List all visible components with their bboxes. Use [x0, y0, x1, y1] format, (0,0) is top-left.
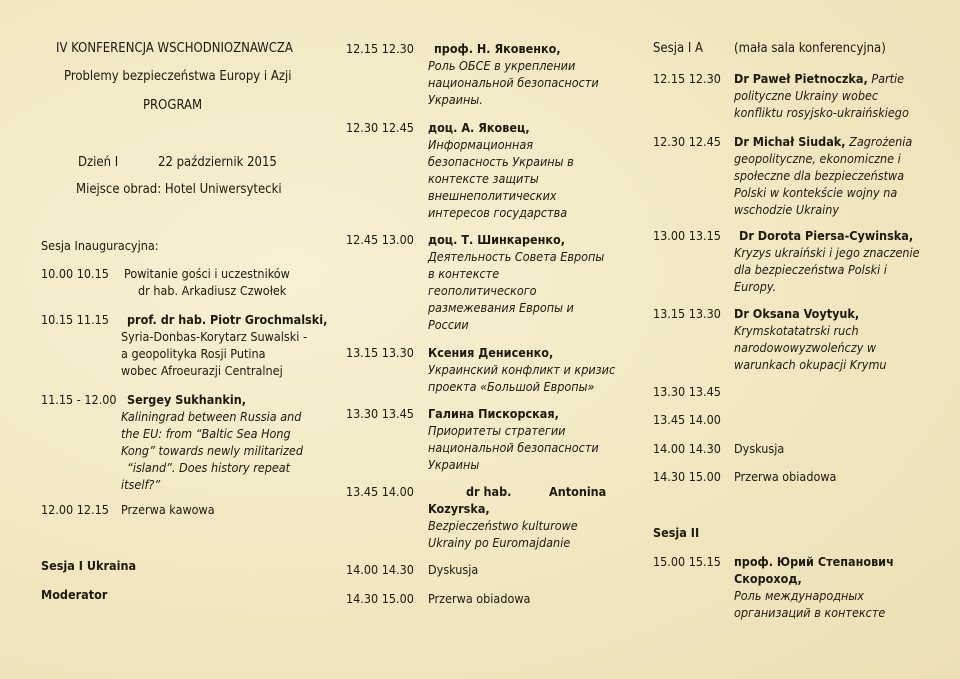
- item-time: 12.45 13.00: [346, 232, 414, 247]
- item-line: “island”. Does history repeat: [127, 460, 291, 475]
- item-time: 14.00 14.30: [346, 562, 414, 577]
- item-line: wschodzie Ukrainy: [734, 202, 840, 217]
- item-line: Bezpieczeństwo kulturowe: [428, 518, 578, 533]
- venue: Hotel Uniwersytecki: [164, 182, 282, 197]
- item-line: Ukrainy po Euromajdanie: [428, 535, 571, 550]
- item-speaker: prof. dr hab. Piotr Grochmalski,: [127, 312, 328, 327]
- item-line: wobec Afroeurazji Centralnej: [121, 363, 283, 378]
- program-item: [428, 231, 604, 333]
- item-line: национальной безопасности: [428, 440, 599, 455]
- item-line: в контексте: [428, 266, 500, 281]
- item-line: dla bezpieczeństwa Polski i: [734, 262, 887, 277]
- item-line: Украинский конфликт и кризис: [428, 362, 616, 377]
- session-heading: Sesja I A: [653, 41, 704, 56]
- item-speaker: Kozyrska,: [428, 501, 490, 516]
- item-line: Przerwa obiadowa: [734, 469, 837, 484]
- program-item: [734, 70, 909, 121]
- item-line: безопасность Украины в: [428, 154, 574, 169]
- item-line: Przerwa obiadowa: [428, 591, 531, 606]
- item-line: Украины: [428, 457, 480, 472]
- program-item: [428, 405, 599, 473]
- item-line: Информационная: [428, 137, 533, 152]
- session-room: (mała sala konferencyjna): [734, 41, 886, 56]
- item-time: 14.30 15.00: [346, 591, 414, 606]
- item-speaker: Antonina: [549, 484, 607, 499]
- venue-label: Miejsce obrad:: [76, 182, 162, 197]
- item-line: Krymskotatatrski ruch: [734, 323, 859, 338]
- item-speaker: Dr Michał Siudak,: [734, 134, 846, 149]
- program-item-topic: [121, 328, 307, 379]
- item-line: проекта «Большой Европы»: [428, 379, 595, 394]
- item-time: 12.30 12.45: [653, 134, 721, 149]
- item-time: 13.15 13.30: [653, 306, 721, 321]
- day-label: Dzień I: [78, 155, 119, 170]
- item-line: Powitanie gości i uczestników: [124, 266, 290, 281]
- item-line: warunkach okupacji Krymu: [734, 357, 887, 372]
- item-line: polityczne Ukrainy wobec: [734, 88, 879, 103]
- item-line: Украины.: [428, 92, 483, 107]
- item-line: организаций в контексте: [734, 605, 886, 620]
- session-heading: Sesja I Ukraina: [41, 558, 137, 573]
- item-time: 13.30 13.45: [346, 406, 414, 421]
- item-line: Dyskusja: [428, 562, 479, 577]
- item-line: dr hab. Arkadiusz Czwołek: [138, 283, 287, 298]
- item-line: Приоритеты стратегии: [428, 423, 566, 438]
- item-speaker: проф. Юрий Степанович: [734, 554, 894, 569]
- item-time: 13.00 13.15: [653, 228, 721, 243]
- item-line: geopolityczne, ekonomiczne i: [734, 151, 901, 166]
- program-item: [428, 344, 615, 395]
- item-time: 15.00 15.15: [653, 554, 721, 569]
- item-line: России: [428, 317, 469, 332]
- item-line: the EU: from “Baltic Sea Hong: [121, 426, 291, 441]
- item-line: społeczne dla bezpieczeństwa: [734, 168, 905, 183]
- program-item: [734, 133, 912, 218]
- item-speaker: проф. Н. Яковенко,: [434, 41, 561, 56]
- moderator-label: Moderator: [41, 587, 108, 602]
- item-speaker: Ксения Денисенко,: [428, 345, 554, 360]
- item-line: Dyskusja: [734, 441, 785, 456]
- item-speaker: Dr Oksana Voytyuk,: [734, 306, 860, 321]
- item-line: контексте защиты: [428, 171, 539, 186]
- program-item: [127, 391, 246, 408]
- item-time: 10.15 11.15: [41, 312, 109, 327]
- program-item: [734, 305, 887, 373]
- program-item: [734, 553, 894, 621]
- item-time: 13.45 14.00: [653, 412, 721, 427]
- item-speaker: dr hab.: [466, 484, 512, 499]
- program-item: [734, 227, 920, 295]
- conference-title: IV KONFERENCJA WSCHODNIOZNAWCZA: [56, 41, 293, 56]
- item-line: narodowowyzwoleńczy w: [734, 340, 877, 355]
- item-line: Роль ОБСЕ в укреплении: [428, 58, 576, 73]
- item-time: 14.30 15.00: [653, 469, 721, 484]
- item-line: национальной безопасности: [428, 75, 599, 90]
- program-heading: PROGRAM: [143, 98, 203, 113]
- item-line: геополитического: [428, 283, 537, 298]
- item-line: konfliktu rosyjsko-ukraińskiego: [734, 105, 909, 120]
- item-line: Europy.: [734, 279, 777, 294]
- program-item: [428, 40, 599, 108]
- item-line: Syria-Donbas-Korytarz Suwalski -: [121, 329, 308, 344]
- inauguration-session: Sesja Inauguracyjna:: [41, 238, 159, 253]
- session-heading: Sesja II: [653, 525, 700, 540]
- program-item: [124, 265, 290, 299]
- item-time: 12.00 12.15: [41, 502, 109, 517]
- item-line: Kryzys ukraiński i jego znaczenie: [734, 245, 920, 260]
- item-line: Zagrożenia: [849, 134, 913, 149]
- item-line: Kaliningrad between Russia and: [121, 409, 302, 424]
- item-time: 10.00 10.15: [41, 266, 109, 281]
- item-time: 11.15 - 12.00: [41, 392, 117, 407]
- program-item: [127, 311, 327, 328]
- item-time: 12.30 12.45: [346, 120, 414, 135]
- item-line: внешнеполитических: [428, 188, 557, 203]
- item-line: Partie: [871, 71, 905, 86]
- item-time: 12.15 12.30: [346, 41, 414, 56]
- item-speaker: Скороход,: [734, 571, 802, 586]
- item-time: 14.00 14.30: [653, 441, 721, 456]
- item-time: 12.15 12.30: [653, 71, 721, 86]
- conference-subtitle: Problemy bezpieczeństwa Europy i Azji: [64, 69, 292, 84]
- program-item: [428, 500, 578, 551]
- item-line: Роль международных: [734, 588, 864, 603]
- item-line: интересов государства: [428, 205, 568, 220]
- venue-line: [76, 181, 282, 198]
- item-line: Przerwa kawowa: [121, 502, 215, 517]
- item-time: 13.15 13.30: [346, 345, 414, 360]
- item-time: 13.30 13.45: [653, 384, 721, 399]
- item-speaker: Dr Dorota Piersa-Cywinska,: [739, 228, 914, 243]
- program-item-topic: [121, 408, 303, 493]
- item-speaker: Галина Пискорская,: [428, 406, 559, 421]
- item-line: a geopolityka Rosji Putina: [121, 346, 266, 361]
- item-time: 13.45 14.00: [346, 484, 414, 499]
- program-item: [428, 119, 574, 221]
- day-date: 22 październik 2015: [158, 155, 277, 170]
- item-speaker: доц. Т. Шинкаренко,: [428, 232, 566, 247]
- item-speaker: Sergey Sukhankin,: [127, 392, 246, 407]
- item-speaker: Dr Paweł Pietnoczka,: [734, 71, 868, 86]
- item-line: Kong” towards newly militarized: [121, 443, 303, 458]
- item-line: размежевания Европы и: [428, 300, 574, 315]
- item-line: Polski w kontekście wojny na: [734, 185, 898, 200]
- item-line: Деятельность Совета Европы: [428, 249, 605, 264]
- item-speaker: доц. А. Яковец,: [428, 120, 530, 135]
- item-line: itself?”: [121, 477, 161, 492]
